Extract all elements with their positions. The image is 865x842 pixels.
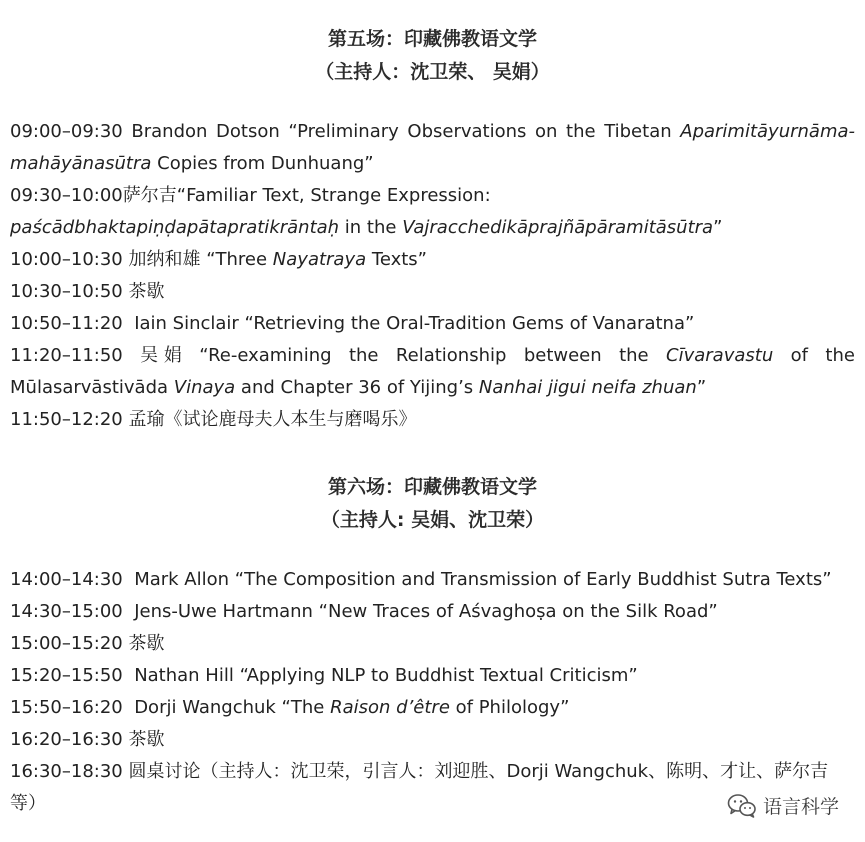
wechat-icon bbox=[727, 793, 757, 819]
schedule-item: 11:20–11:50 吴 娟 “Re-examining the Relationship between the Cīvaravastu of the bbox=[10, 345, 855, 366]
schedule-item: 09:00–09:30 Brandon Dotson “Preliminary Observations on the Tibetan Aparimitāyurnāma- bbox=[10, 121, 856, 142]
schedule-item: 10:00–10:30 加纳和雄 “Three Nayatraya Texts” bbox=[10, 249, 427, 270]
schedule-item: mahāyānasūtra Copies from Dunhuang” bbox=[10, 153, 374, 174]
schedule-item: 15:50–16:20 Dorji Wangchuk “The Raison d’être of Philology” bbox=[10, 697, 570, 718]
schedule-item: 等） bbox=[10, 793, 46, 814]
schedule-item: 10:50–11:20 Iain Sinclair “Retrieving the Oral-Tradition Gems of Vanaratna” bbox=[10, 313, 695, 334]
schedule-item: 09:30–10:00萨尔吉“Familiar Text, Strange Expression: bbox=[10, 185, 491, 206]
schedule-item: 16:20–16:30 茶歇 bbox=[10, 729, 165, 750]
schedule-item: 14:30–15:00 Jens-Uwe Hartmann “New Traces of Aśvaghoṣa on the Silk Road” bbox=[10, 601, 718, 622]
schedule-item: Mūlasarvāstivāda Vinaya and Chapter 36 of Yijing’s Nanhai jigui neifa zhuan” bbox=[10, 377, 707, 398]
schedule-item: 14:00–14:30 Mark Allon “The Composition and Transmission of Early Buddhist Sutra Texts” bbox=[10, 569, 832, 590]
session6-title: 第六场：印藏佛教语文学 bbox=[327, 476, 537, 498]
watermark-label: 语言科学 bbox=[762, 796, 839, 818]
schedule-item: 11:50–12:20 孟瑜《试论鹿母夫人本生与磨喝乐》 bbox=[10, 409, 417, 430]
schedule-item: 16:30–18:30 圆桌讨论（主持人：沈卫荣，引言人：刘迎胜、Dorji Wangchuk、陈明、才让、萨尔吉 bbox=[10, 761, 829, 782]
schedule-item: 15:00–15:20 茶歇 bbox=[10, 633, 165, 654]
schedule-item: 15:20–15:50 Nathan Hill “Applying NLP to Buddhist Textual Criticism” bbox=[10, 665, 638, 686]
session5-title: 第五场：印藏佛教语文学 bbox=[327, 28, 537, 50]
session6-hosts: （主持人: 吴娟、沈卫荣） bbox=[320, 509, 545, 531]
watermark bbox=[727, 792, 839, 819]
schedule-item: paścādbhaktapiṇḍapātapratikrāntaḥ in the Vajracchedikāprajñāpāramitāsūtra” bbox=[10, 217, 723, 238]
schedule-item: 10:30–10:50 茶歇 bbox=[10, 281, 165, 302]
session5-hosts: （主持人：沈卫荣、 吴娟） bbox=[315, 61, 550, 83]
